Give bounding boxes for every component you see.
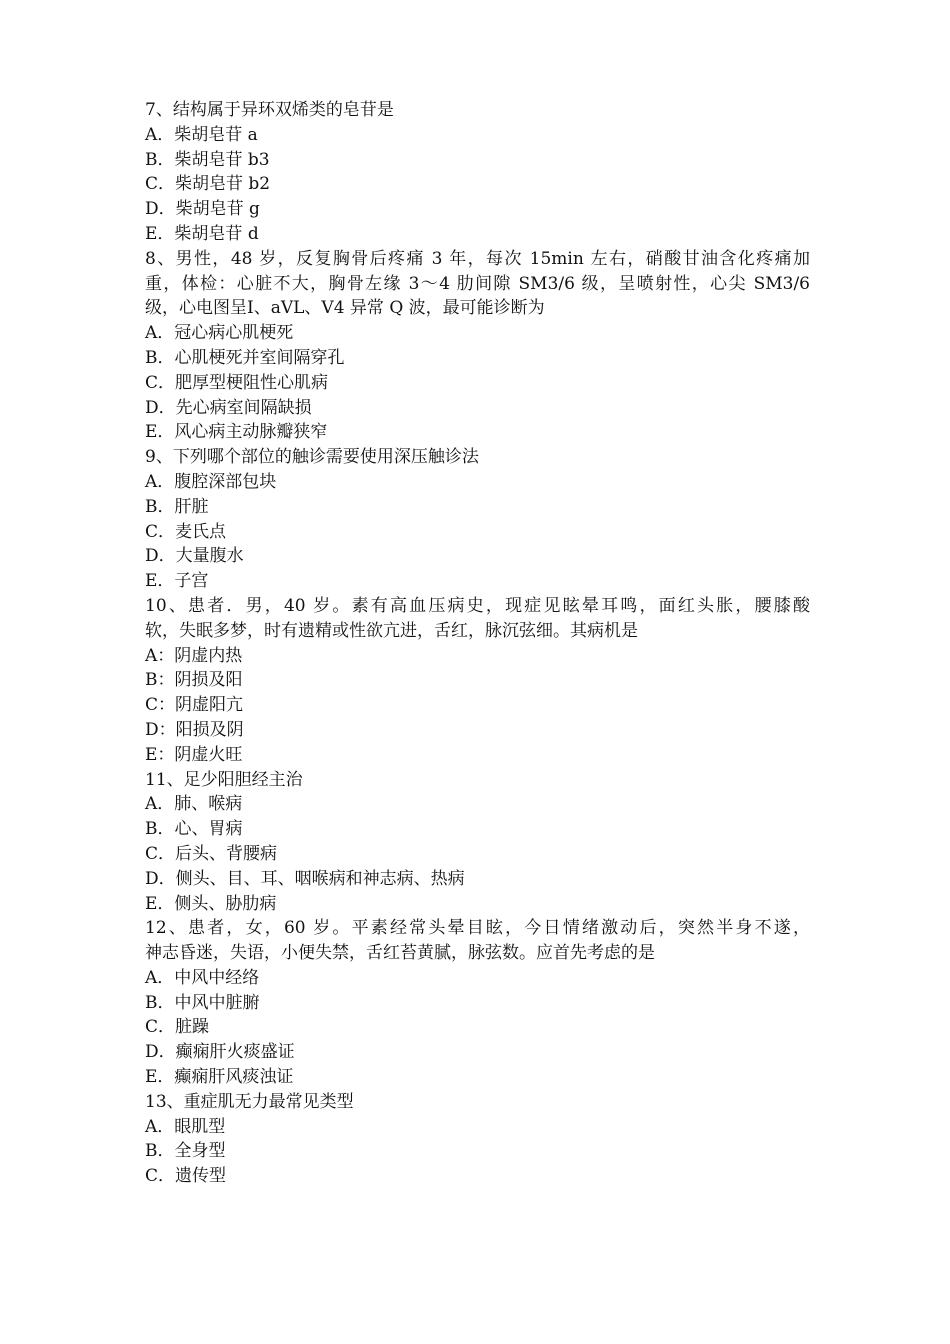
option-c: C．遗传型 xyxy=(145,1166,227,1187)
option-e: E．癫痫肝风痰浊证 xyxy=(145,1067,294,1088)
option-b: B．肝脏 xyxy=(145,496,209,517)
option-a: A：阴虚内热 xyxy=(145,645,243,666)
question-list xyxy=(145,98,810,1189)
question-stem: 9、下列哪个部位的触诊需要使用深压触诊法 xyxy=(145,447,479,468)
option-e: E．侧头、胁肋病 xyxy=(145,893,277,914)
option-e: E．子宫 xyxy=(145,571,209,592)
question-stem-line: 10、患者．男，40 岁。素有高血压病史，现症见眩晕耳鸣，面红头胀，腰膝酸 xyxy=(145,595,810,616)
option-d: D．大量腹水 xyxy=(145,546,244,567)
option-c: C．麦氏点 xyxy=(145,521,227,542)
option-d: D．柴胡皂苷 g xyxy=(145,199,260,220)
question-stem-line: 12、患者，女，60 岁。平素经常头晕目眩，今日情绪激动后，突然半身不遂， xyxy=(145,918,810,939)
option-c: C．肥厚型梗阻性心肌病 xyxy=(145,372,329,393)
option-c: C．后头、背腰病 xyxy=(145,843,278,864)
option-a: A．肺、喉病 xyxy=(145,794,243,815)
option-b: B．中风中脏腑 xyxy=(145,992,260,1013)
question-stem: 11、足少阳胆经主治 xyxy=(145,769,303,790)
question-stem-line: 8、男性，48 岁，反复胸骨后疼痛 3 年，每次 15min 左右，硝酸甘油含化疼痛加 xyxy=(145,248,810,269)
option-a: A．柴胡皂苷 a xyxy=(145,124,258,145)
option-b: B．心、胃病 xyxy=(145,819,243,840)
question-13 xyxy=(145,1090,810,1189)
option-c: C．脏躁 xyxy=(145,1017,210,1038)
question-stem-line: 重，体检：心脏不大，胸骨左缘 3～4 肋间隙 SM3/6 级，呈喷射性，心尖 SM3/6 xyxy=(145,273,810,294)
question-stem: 7、结构属于异环双烯类的皂苷是 xyxy=(145,100,394,120)
option-d: D．癫痫肝火痰盛证 xyxy=(145,1042,295,1063)
option-d: D．侧头、目、耳、咽喉病和神志病、热病 xyxy=(145,868,465,889)
question-stem-line: 级，心电图呈Ⅰ、aVL、V4 异常 Q 波，最可能诊断为 xyxy=(145,298,545,319)
option-b: B．心肌梗死并室间隔穿孔 xyxy=(145,347,345,368)
option-a: A．腹腔深部包块 xyxy=(145,471,277,492)
question-11 xyxy=(145,768,810,917)
option-d: D：阳损及阴 xyxy=(145,719,244,740)
question-7 xyxy=(145,98,810,247)
question-10 xyxy=(145,594,810,768)
question-12 xyxy=(145,916,810,1090)
question-9 xyxy=(145,445,810,594)
option-a: A．中风中经络 xyxy=(145,967,260,988)
question-stem: 13、重症肌无力最常见类型 xyxy=(145,1091,354,1112)
option-c: C．柴胡皂苷 b2 xyxy=(145,174,271,195)
option-b: B：阴损及阳 xyxy=(145,670,243,691)
option-a: A．冠心病心肌梗死 xyxy=(145,323,294,344)
option-c: C：阴虚阳亢 xyxy=(145,695,244,716)
option-b: B．柴胡皂苷 b3 xyxy=(145,149,270,170)
option-a: A．眼肌型 xyxy=(145,1116,226,1137)
question-stem-line: 神志昏迷，失语，小便失禁，舌红苔黄腻，脉弦数。应首先考虑的是 xyxy=(145,943,655,964)
option-b: B．全身型 xyxy=(145,1141,226,1162)
option-d: D．先心病室间隔缺损 xyxy=(145,397,312,418)
question-stem-line: 软，失眠多梦，时有遗精或性欲亢进，舌红，脉沉弦细。其病机是 xyxy=(145,620,638,641)
option-e: E：阴虚火旺 xyxy=(145,744,243,765)
option-e: E．柴胡皂苷 d xyxy=(145,223,259,244)
question-8 xyxy=(145,247,810,445)
option-e: E．风心病主动脉瓣狭窄 xyxy=(145,422,328,443)
